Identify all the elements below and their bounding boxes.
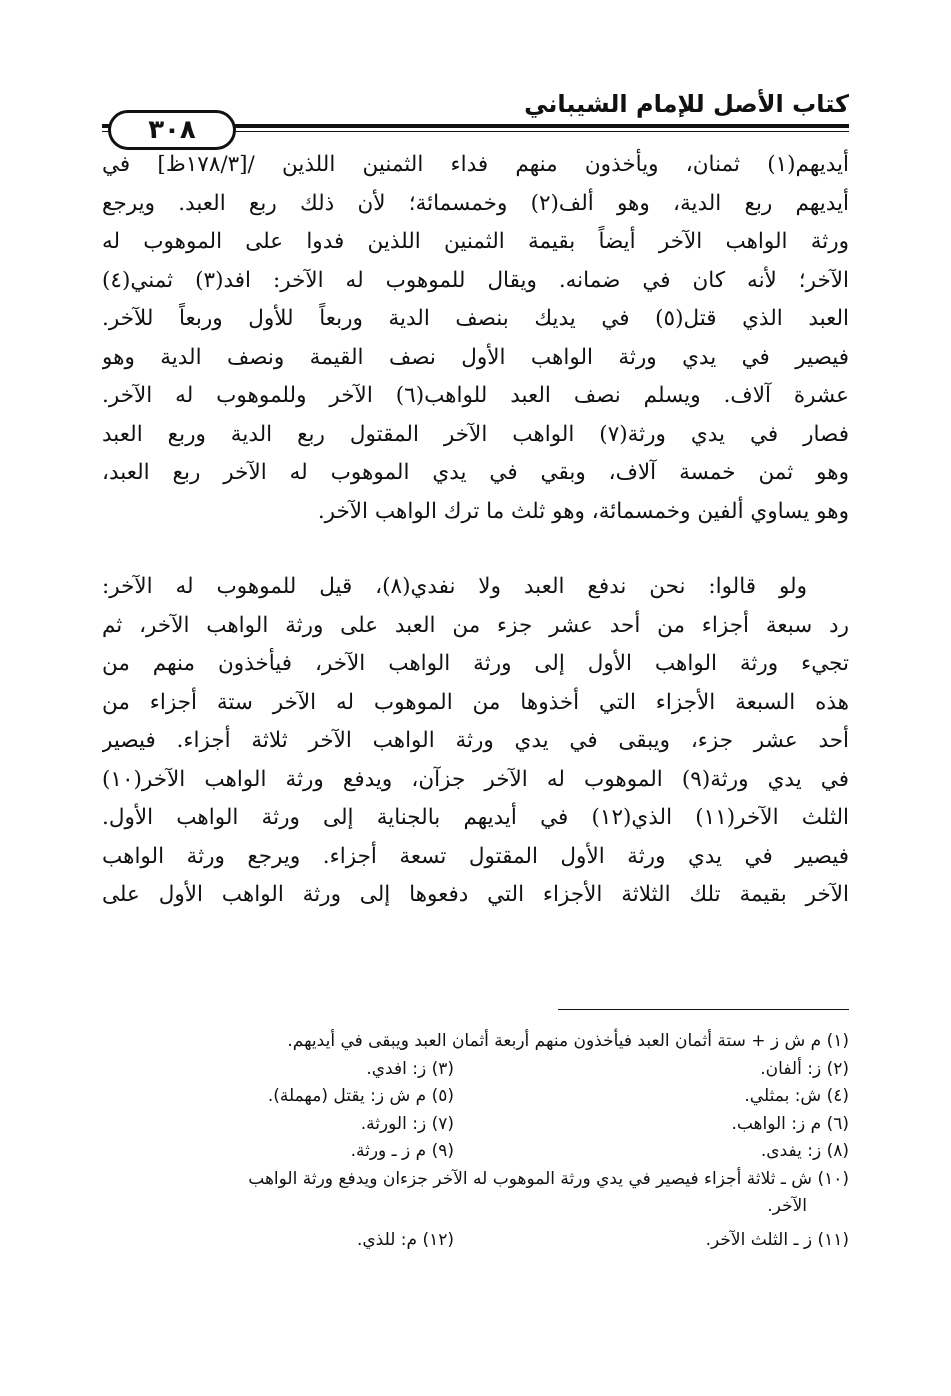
text-line: الآخر بقيمة تلك الثلاثة الأجزاء التي دفعوها إلى ورثة الواهب الأول على xyxy=(102,882,849,907)
page-number: ٣٠٨ xyxy=(108,110,236,150)
footnote-6: (٦) م ز: الواهب. xyxy=(731,1113,849,1134)
paragraph-2 xyxy=(102,568,849,915)
footnote-8: (٨) ز: يفدى. xyxy=(760,1141,849,1161)
text-line: الآخر؛ لأنه كان في ضمانه. ويقال للموهوب له الآخر: افد(٣) ثمني(٤) xyxy=(102,267,849,293)
footnote-12: (١٢) م: للذي. xyxy=(356,1229,454,1250)
text-line: فصار في يدي ورثة(٧) الواهب الآخر المقتول ربع الدية وربع العبد xyxy=(102,421,849,447)
footnote-row xyxy=(102,1138,849,1166)
footnote-2: (٢) ز: ألفان. xyxy=(760,1058,849,1079)
footnote-divider xyxy=(558,1009,849,1010)
text-line: وهو ثمن خمسة آلاف، وبقي في يدي الموهوب له الآخر ربع العبد، xyxy=(102,460,849,485)
footnote-10: (١٠) ش ـ ثلاثة أجزاء فيصير في يدي ورثة الموهوب له الآخر جزءان ويدفع ورثة الواهب xyxy=(248,1168,849,1189)
footnote-9: (٩) م ز ـ ورثة. xyxy=(350,1141,454,1161)
text-line: عشرة آلاف. ويسلم نصف العبد للواهب(٦) الآخر وللموهوب له الآخر. xyxy=(102,383,849,408)
text-line: هذه السبعة الأجزاء التي أخذوها من الموهوب له الآخر ستة أجزاء من xyxy=(102,689,849,715)
main-text xyxy=(102,146,849,915)
footnote-3: (٣) ز: افدي. xyxy=(366,1058,454,1079)
text-line: فيصير في يدي ورثة الأول المقتول تسعة أجزاء. ويرجع ورثة الواهب xyxy=(102,843,849,869)
text-line: أيديهم ربع الدية، وهو ألف(٢) وخمسمائة؛ لأن ذلك ربع العبد. ويرجع xyxy=(102,190,849,216)
paragraph-1 xyxy=(102,146,849,531)
footnote-row xyxy=(102,1111,849,1139)
text-line: وهو يساوي ألفين وخمسمائة، وهو ثلث ما ترك الواهب الآخر. xyxy=(317,498,849,524)
text-line: الثلث الآخر(١١) الذي(١٢) في أيديهم بالجناية إلى ورثة الواهب الأول. xyxy=(102,805,849,830)
text-line: في يدي ورثة(٩) الموهوب له الآخر جزآن، ويدفع ورثة الواهب الآخر(١٠) xyxy=(102,766,849,792)
footnote-4: (٤) ش: بمثلي. xyxy=(744,1086,849,1106)
text-line: تجيء ورثة الواهب الأول إلى ورثة الواهب الآخر، فيأخذون منهم من xyxy=(102,651,849,676)
text-line: أحد عشر جزء، ويبقى في يدي ورثة الواهب الآخر ثلاثة أجزاء. فيصير xyxy=(102,728,849,753)
text-line: أيديهم(١) ثمنان، ويأخذون منهم فداء الثمنين اللذين /[١٧٨/٣ظ] في xyxy=(102,152,849,177)
text-line: ولو قالوا: نحن ندفع العبد ولا نفدي(٨)، قيل للموهوب له الآخر: xyxy=(102,574,807,599)
footnote-5: (٥) م ش ز: يقتل (مهملة). xyxy=(267,1086,454,1106)
text-line: ورثة الواهب الآخر أيضاً بقيمة الثمنين اللذين فدوا على الموهوب له xyxy=(102,229,849,254)
text-line: رد سبعة أجزاء من أحد عشر جزء من العبد على ورثة الواهب الآخر، ثم xyxy=(102,612,849,638)
footnote-row xyxy=(102,1083,849,1111)
footnote-10-continued: الآخر. xyxy=(767,1196,807,1216)
footnote-1: (١) م ش ز + ستة أثمان العبد فيأخذون منهم أربعة أثمان العبد ويبقى في أيديهم. xyxy=(287,1031,849,1051)
text-line: فيصير في يدي ورثة الواهب الأول نصف القيمة ونصف الدية وهو xyxy=(102,344,849,370)
running-title: كتاب الأصل للإمام الشيباني xyxy=(524,90,849,118)
footnote-7: (٧) ز: الورثة. xyxy=(360,1113,454,1134)
footnote-11: (١١) ز ـ الثلث الآخر. xyxy=(705,1229,849,1250)
footnote-row xyxy=(102,1227,849,1255)
footnotes xyxy=(102,1028,849,1254)
footnote-row xyxy=(102,1056,849,1084)
text-line: العبد الذي قتل(٥) في يديك بنصف الدية وربعاً للأول وربعاً للآخر. xyxy=(102,306,849,331)
